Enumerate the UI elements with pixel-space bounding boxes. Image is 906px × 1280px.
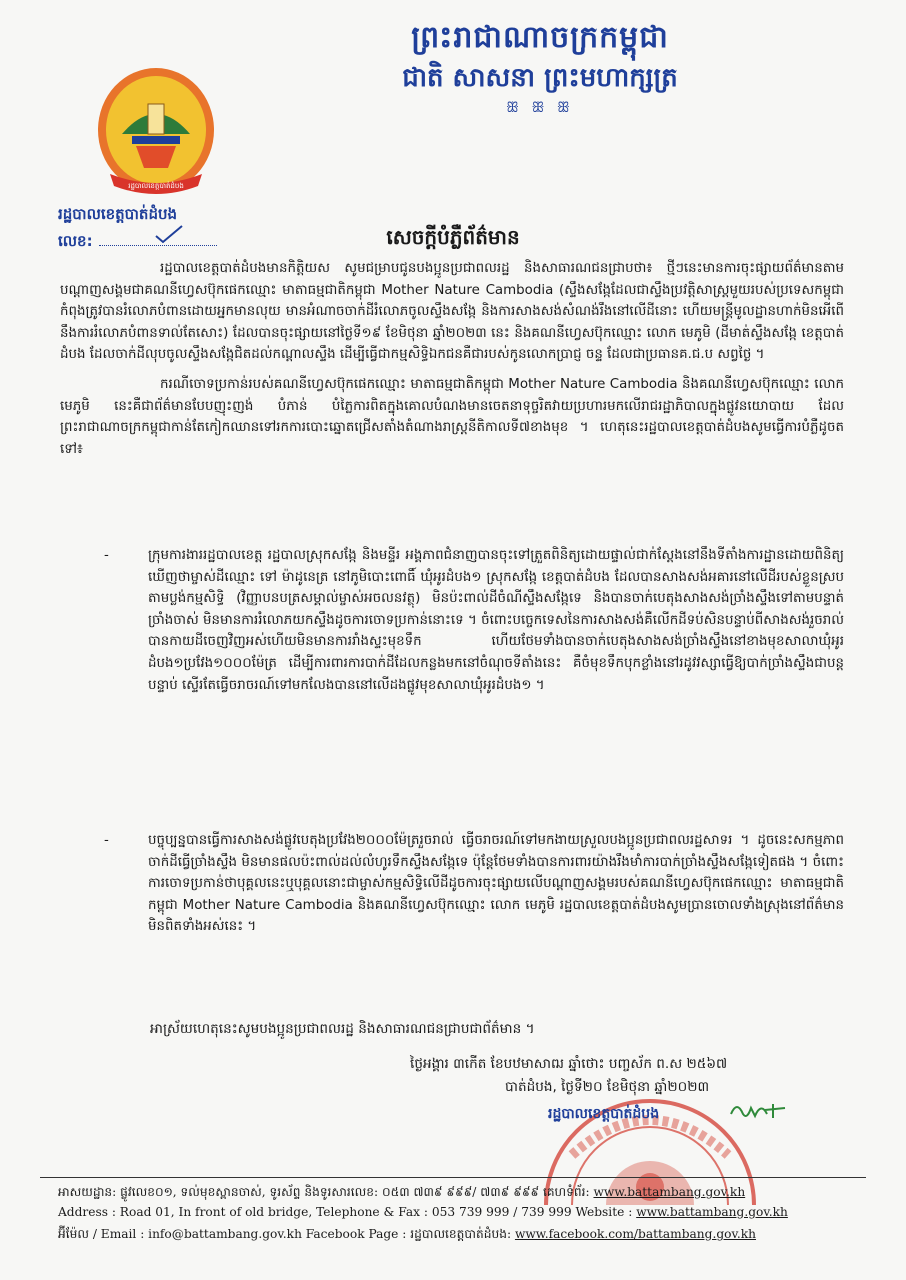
footer-address-english: [58, 1205, 788, 1219]
closing-statement: អាស្រ័យហេតុនេះសូមបងប្អូនប្រជាពលរដ្ឋ និងសាធារណជនជ្រាបជាព័ត៌មាន ។: [150, 1021, 535, 1037]
bullet-marker: -: [104, 548, 109, 563]
document-title: សេចក្តីបំភ្លឺព័ត៌មាន: [386, 225, 520, 249]
document-body: [60, 258, 844, 468]
bullet-marker: -: [104, 833, 109, 848]
national-motto: ជាតិ សាសនា ព្រះមហាក្សត្រ: [402, 63, 678, 93]
kingdom-title: ព្រះរាជាណាចក្រកម្ពុជា: [411, 20, 669, 55]
footer-contact: [58, 1226, 756, 1244]
reference-label: លេខ:: [58, 232, 93, 250]
footer-address-en-text: Address : Road 01, In front of old bridge, Telephone & Fax : 053 739 999 / 739 999 Website :: [58, 1205, 633, 1219]
footer-email-text: អ៊ីម៉ែល / Email : info@battambang.gov.kh Facebook Page : រដ្ឋបាលខេត្តបាត់ដំបង:: [58, 1227, 512, 1241]
bullet-item-inspection: [104, 545, 844, 696]
signatory-authority: រដ្ឋបាលខេត្តបាត់ដំបង: [548, 1106, 660, 1122]
footer-address-khmer: [58, 1184, 745, 1202]
website-link[interactable]: www.battambang.gov.kh: [593, 1185, 746, 1199]
handwritten-signature: [727, 1096, 797, 1122]
emblem-caption: រដ្ឋបាលខេត្តបាត់ដំបង: [128, 182, 184, 190]
paragraph-accusation: ករណីចោទប្រកាន់របស់គណនីហ្វេសប៊ុកផេកឈ្មោះ មាតាធម្មជាតិកម្ពុជា Mother Nature Cambodia និងគណនីហ្វេសប៊ុកឈ្មោះ លោក មេភូមិ នេះគឺជាព័ត៌មានបែបញុះញង់ បំភាន់ បំភ្លៃការពិតក្នុងគោលបំណងមានចេតនាទុច្ចរិតវាយប្រហារមកលើរាជរដ្ឋាភិបាលក្នុងផ្លូវនយោបាយ ដែលព្រះរាជាណាចក្រកម្ពុជាកាន់តែកៀកឈានទៅរកការបោះឆ្នោតជ្រើសតាំងតំណាងរាស្ត្រនីតិកាលទី៧ខាងមុខ ។ ហេតុនេះរដ្ឋបាលខេត្តបាត់ដំបងសូមធ្វើការបំភ្លឺដូចតទៅ៖: [60, 376, 844, 457]
header-ornament: ꕥ ꕥ ꕥ: [506, 100, 574, 116]
issuing-authority: រដ្ឋបាលខេត្តបាត់ដំបង: [58, 205, 178, 223]
kingdom-header: [280, 18, 800, 116]
website-link-en[interactable]: www.battambang.gov.kh: [636, 1205, 788, 1219]
footer-divider: [40, 1177, 866, 1178]
paragraph-intro: រដ្ឋបាលខេត្តបាត់ដំបងមានកិត្តិយស សូមជម្រាបជូនបងប្អូនប្រជាពលរដ្ឋ និងសាធារណជនជ្រាបថា៖ ថ្មីៗនេះមានការចុះផ្សាយព័ត៌មានតាមបណ្តាញសង្គមជាគណនីហ្វេសប៊ុកផេកឈ្មោះ មាតាធម្មជាតិកម្ពុជា Mother Nature Cambodia (ស្ទឹងសង្កែដែលជាស្ទឹងប្រវត្តិសាស្ត្រមួយរបស់ប្រទេសកម្ពុជាកំពុងត្រូវបានរំលោភបំពានដោយអ្នកមានលុយ មានអំណាចចាក់ដីរំលោភចូលស្ទឹងសង្កែ និងការសាងសង់សំណង់រឹងនៅលើដីនោះ ហើយមន្ត្រីមូលដ្ឋានហាក់មិនអើពើនឹងការរំលោភបំពានទាល់តែសោះ) ដែលបានចុះផ្សាយនៅថ្ងៃទី១៩ ខែមិថុនា ឆ្នាំ២០២៣ នេះ និងគណនីហ្វេសប៊ុកឈ្មោះ លោក មេភូមិ (ដីមាត់ស្ទឹងសង្កែ ខេត្តបាត់ដំបង ដែលចាក់ដីលុបចូលស្ទឹងសង្កែជិតដល់កណ្តាលស្ទឹង ដើម្បីធ្វើជាកម្មសិទ្ធិឯកជនគឺជារបស់កូនលោកប្រាជ្ញ ចន្ទ ដែលជាប្រធានគ.ជ.ប សព្វថ្ងៃ ។: [60, 261, 844, 363]
solar-date: បាត់ដំបង, ថ្ងៃទី២០ ខែមិថុនា ឆ្នាំ២០២៣: [505, 1079, 710, 1095]
bullet-item-road: [104, 830, 844, 938]
lunar-date: ថ្ងៃអង្គារ ៣កើត ខែបឋមាសាឍ ឆ្នាំថោះ បញ្ចស័ក ព.ស ២៥៦៧: [410, 1056, 728, 1072]
province-emblem-logo: [92, 64, 220, 202]
bullet-text: ក្រុមការងាររដ្ឋបាលខេត្ត រដ្ឋបាលស្រុកសង្កែ និងមន្ទីរ អង្គភាពជំនាញបានចុះទៅត្រួតពិនិត្យដោយផ្ទាល់ជាក់ស្តែងនៅនឹងទីតាំងការដ្ឋានដោយពិនិត្យឃើញថាម្ចាស់ដីឈ្មោះ ទៅ ម៉ាដូនេត្រ នៅភូមិបោះពោធិ៍ ឃុំអូរដំបង១ ស្រុកសង្កែ ខេត្តបាត់ដំបង ដែលបានសាងសង់អគារនៅលើដីរបស់ខ្លួនស្របតាមប្លង់កម្មសិទ្ធិ (វិញ្ញាបនបត្រសម្គាល់ម្ចាស់អចលនវត្ថុ) មិនប៉ះពាល់ដីចំណីស្ទឹងសង្កែទេ និងបានចាក់បេតុងសាងសង់ច្រាំងស្ទឹងទៅតាមបន្ទាត់ច្រាំងចាស់ មិនមានការរំលោភយកស្ទឹងដូចការចោទប្រកាន់នោះទេ ។ ចំពោះបច្ចេកទេសនៃការសាងសង់គឺលើកដីទប់សិនបន្ទាប់ពីសាងសង់រួចរាល់បានកាយដីចេញវិញអស់ហើយមិនមានការរាំងស្ទះមុខទឹក ហើយថែមទាំងបានចាក់បេតុងសាងសង់ច្រាំងស្ទឹងនៅខាងមុខសាលាឃុំអូរដំបង១ប្រវែង១០០០ម៉ែត្រ ដើម្បីការពារការបាក់ដីដែលកន្លងមកនៅចំណុចទីតាំងនេះ គឺចំមុខទឹកបុកខ្លាំងនៅរដូវវស្សាធ្វើឱ្យបាក់ច្រាំងស្ទឹងជាបន្តបន្ទាប់ ស្ទើរតែធ្វើចរាចរណ៍ទៅមកលែងបាននៅលើដងផ្លូវមុខសាលាឃុំអូរដំបង១ ។: [148, 548, 844, 693]
footer-address-text: អាសយដ្ឋាន: ផ្លូវលេខ០១, ទល់មុខស្ពានចាស់, ទូរស័ព្ទ និងទូរសារលេខ: ០៥៣ ៧៣៩ ៩៩៩/ ៧៣៩ ៩៩៩ គេហទំព័រ:: [58, 1185, 590, 1199]
facebook-link[interactable]: www.facebook.com/battambang.gov.kh: [514, 1227, 757, 1241]
bullet-text: បច្ចុប្បន្នបានធ្វើការសាងសង់ផ្លូវបេតុងប្រវែង២០០០ម៉ែត្ររួចរាល់ ធ្វើចរាចរណ៍ទៅមកងាយស្រួលបងប្អូនប្រជាពលរដ្ឋសាទរ ។ ដូចនេះសកម្មភាពចាក់ដីធ្វើច្រាំងស្ទឹង មិនមានផលប៉ះពាល់ដល់លំហូរទឹកស្ទឹងសង្កែទេ ប៉ុន្តែថែមទាំងបានការពារយ៉ាងរឹងមាំការបាក់ច្រាំងស្ទឹងសង្កែទៀតផង ។ ចំពោះការចោទប្រកាន់ថាបុគ្គលនេះឬបុគ្គលនោះជាម្ចាស់កម្មសិទ្ធិលើដីដូចការចុះផ្សាយលើបណ្តាញសង្គមរបស់គណនីហ្វេសប៊ុកផេកឈ្មោះ មាតាធម្មជាតិកម្ពុជា Mother Nature Cambodia និងគណនីហ្វេសប៊ុកឈ្មោះ លោក មេភូមិ រដ្ឋបាលខេត្តបាត់ដំបងសូមប្រានចោលទាំងស្រុងនៅព័ត៌មានមិនពិតទាំងអស់នេះ ។: [148, 833, 844, 935]
